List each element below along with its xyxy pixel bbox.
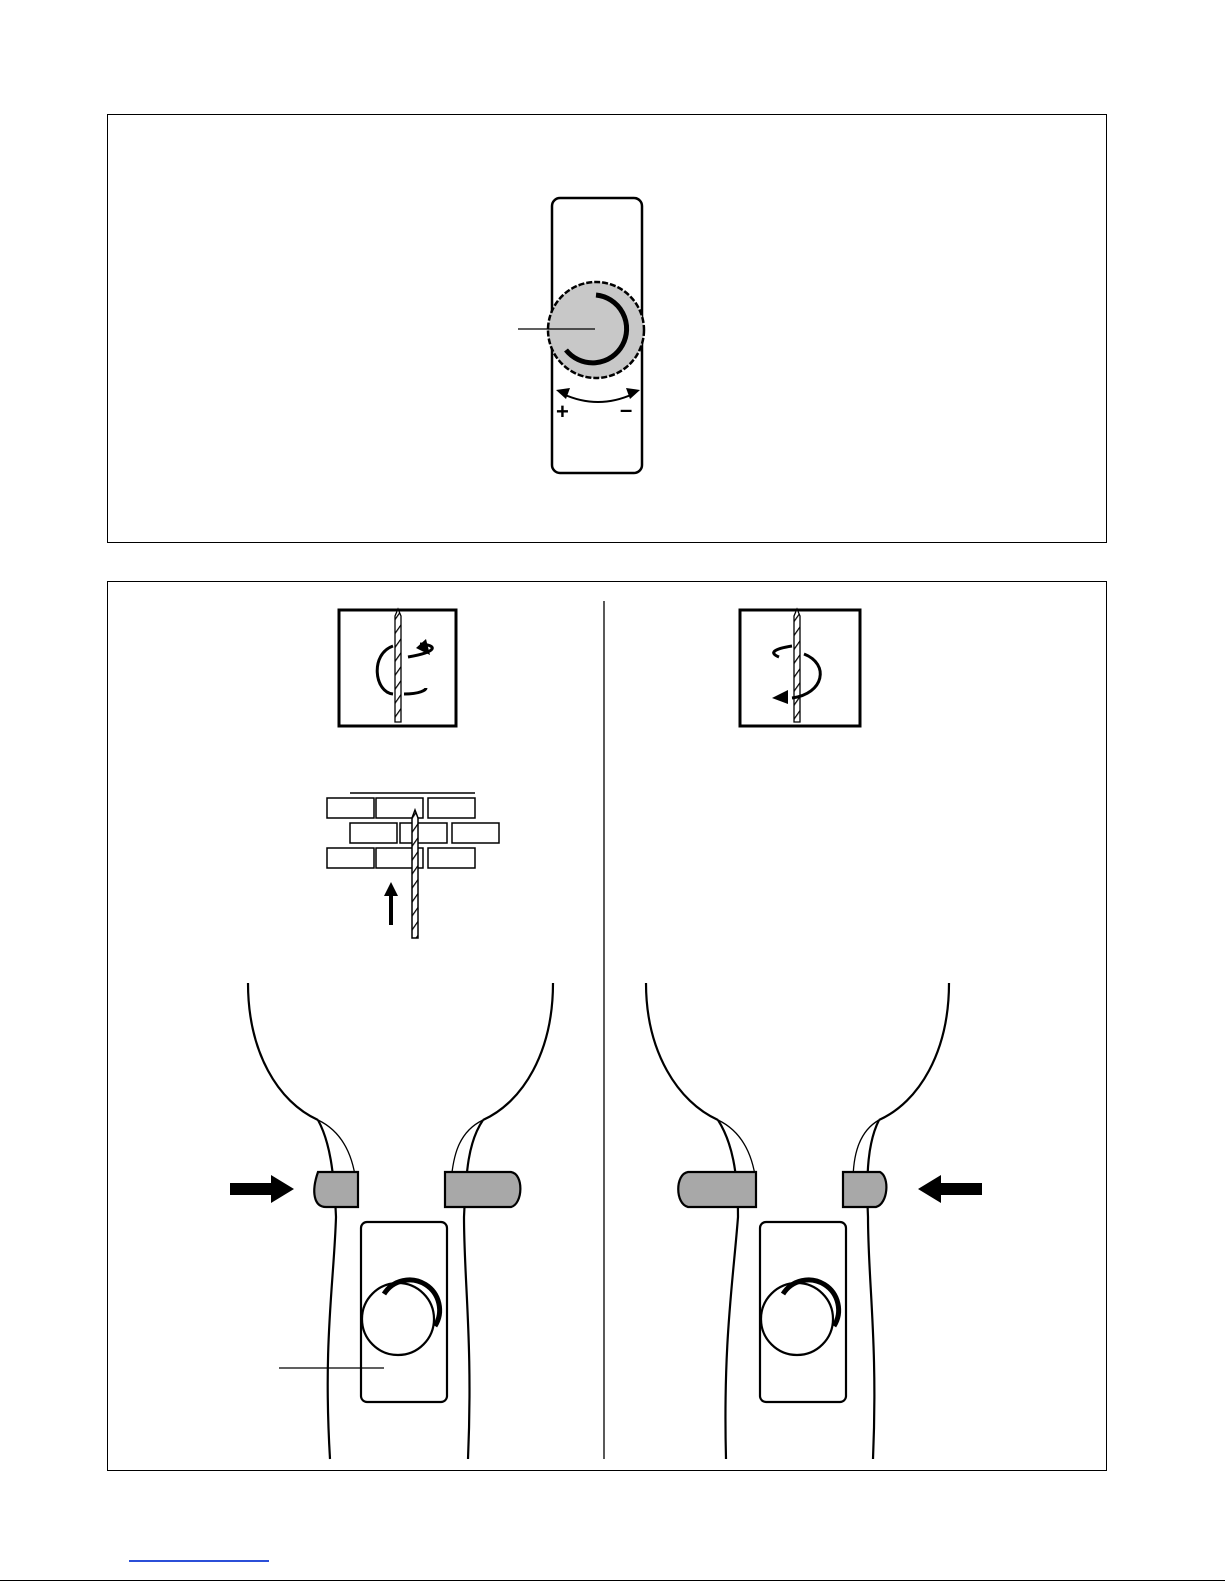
footer-rule — [0, 1580, 1225, 1581]
counterclockwise-rotation-icon — [740, 609, 860, 726]
speed-dial-figure — [107, 114, 1107, 543]
arrow-left-icon — [918, 1175, 982, 1203]
plus-sign: + — [556, 399, 569, 424]
switch-housing-left — [279, 1222, 447, 1402]
minus-sign: – — [620, 397, 633, 422]
switch-housing-right — [760, 1222, 846, 1402]
footer-link-underline[interactable] — [129, 1560, 269, 1562]
arrow-right-icon — [230, 1175, 294, 1203]
direction-selector-button — [678, 1172, 886, 1207]
push-arrow-up-icon — [384, 882, 398, 925]
speed-dial-drawing — [108, 115, 1108, 544]
brick-wall-icon — [327, 793, 499, 938]
clockwise-rotation-icon — [339, 609, 456, 726]
direction-selector-button — [314, 1172, 520, 1207]
rotation-direction-figure — [107, 581, 1107, 1471]
rotation-drawing — [108, 582, 1108, 1472]
